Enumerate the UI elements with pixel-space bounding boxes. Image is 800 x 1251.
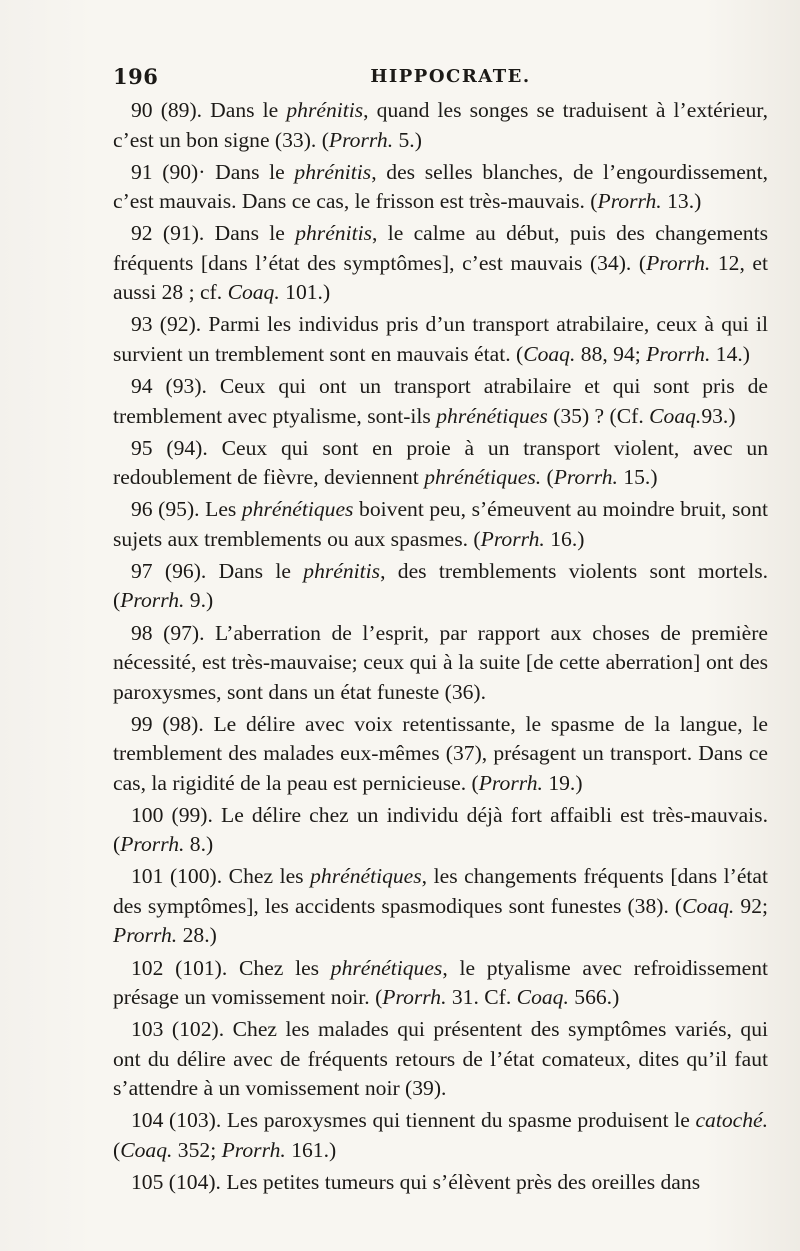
text-segment: 88, 94; xyxy=(575,341,647,366)
text-segment: ( xyxy=(541,465,554,490)
italic-term: Coaq. xyxy=(120,1137,173,1162)
text-segment: 95 (94). Ceux qui sont en proie à un transport violent, avec un redoublement de fièvre, deviennent xyxy=(113,435,768,490)
aphorism-paragraph xyxy=(113,1106,768,1165)
aphorism-paragraph xyxy=(113,372,768,431)
aphorism-paragraph xyxy=(113,434,768,493)
aphorism-paragraph xyxy=(113,557,768,616)
text-segment: 15.) xyxy=(617,465,658,490)
italic-term: Prorrh. xyxy=(328,127,394,152)
aphorism-paragraph xyxy=(113,310,768,369)
text-segment: , quand les songes se traduisent à l’extérieur, c’est un bon signe (33). ( xyxy=(113,98,768,152)
text-segment: 14.) xyxy=(710,341,750,366)
text-segment: 8.) xyxy=(184,832,214,857)
text-body xyxy=(113,96,768,1200)
text-segment: boivent peu, s’émeuvent au moindre bruit, sont sujets aux tremblements ou aux spasmes. ( xyxy=(113,497,768,551)
text-segment: 92 (91). Dans le xyxy=(131,221,296,246)
italic-term: Prorrh. xyxy=(120,832,185,857)
aphorism-paragraph xyxy=(113,619,768,708)
italic-term: Prorrh. xyxy=(120,588,185,613)
aphorism-paragraph xyxy=(113,954,768,1013)
italic-term: Coaq. xyxy=(516,985,569,1010)
aphorism-paragraph xyxy=(113,219,768,308)
text-segment: , les changements fréquents [dans l’état des symptômes], les accidents spasmodiques sont funestes (38). ( xyxy=(113,864,769,918)
text-segment: 352; xyxy=(172,1137,222,1162)
text-segment: 102 (101). Chez les xyxy=(131,955,331,980)
text-segment: (35) ? (Cf. xyxy=(547,403,650,428)
aphorism-paragraph xyxy=(113,1168,768,1198)
italic-term: phrénitis xyxy=(295,221,372,246)
text-segment: 19.) xyxy=(542,770,583,795)
italic-term: Prorrh. xyxy=(646,341,711,366)
text-segment: 103 (102). Chez les malades qui présentent des symptômes variés, qui ont du délire avec de fréquents retours de l’état comateux, dites qu’il faut s’attendre à un vomissement noir (39). xyxy=(113,1017,768,1101)
italic-term: phrénitis xyxy=(294,159,372,184)
italic-term: phrénétiques xyxy=(436,403,548,428)
page-header xyxy=(113,64,768,90)
text-segment: 105 (104). Les petites tumeurs qui s’élèvent près des oreilles dans xyxy=(131,1169,701,1194)
aphorism-paragraph xyxy=(113,801,768,860)
text-segment: , le ptyalisme avec refroidissement présage un vomissement noir. ( xyxy=(113,955,768,1010)
italic-term: phrénitis xyxy=(303,558,381,583)
italic-term: Coaq. xyxy=(682,893,735,918)
running-title: HIPPOCRATE. xyxy=(370,66,531,87)
text-segment: 93.) xyxy=(701,403,736,428)
text-segment: 16.) xyxy=(544,526,585,551)
italic-term: phrénétiques xyxy=(310,864,422,889)
aphorism-paragraph xyxy=(113,96,768,155)
text-segment: 101 (100). Chez les xyxy=(131,864,311,889)
text-segment: 566.) xyxy=(568,985,620,1010)
text-segment: 91 (90)· Dans le xyxy=(131,159,295,184)
italic-term: phrénétiques xyxy=(241,497,354,522)
text-segment: 94 (93). Ceux qui ont un transport atrabilaire et qui sont pris de tremblement avec ptyalisme, sont-ils xyxy=(113,374,768,428)
italic-term: Prorrh. xyxy=(646,250,711,275)
italic-term: catoché. xyxy=(695,1108,768,1133)
italic-term: Prorrh. xyxy=(478,770,543,795)
page-number: 196 xyxy=(113,64,159,89)
italic-term: phrénitis xyxy=(286,98,364,122)
aphorism-paragraph xyxy=(113,710,768,799)
text-segment: 99 (98). Le délire avec voix retentissante, le spasme de la langue, le tremblement des malades eux-mêmes (37), présagent un transport. Dans ce cas, la rigidité de la peau est pernicieuse. ( xyxy=(113,711,768,795)
italic-term: Prorrh. xyxy=(480,526,545,551)
aphorism-paragraph xyxy=(113,158,768,217)
text-segment: 9.) xyxy=(184,588,214,613)
text-segment: 31. Cf. xyxy=(446,985,517,1010)
aphorism-paragraph xyxy=(113,862,768,951)
text-segment: 96 (95). Les xyxy=(131,497,242,522)
text-segment: , le calme au début, puis des changements fréquents [dans l’état des symptômes], c’est mauvais (34). ( xyxy=(113,221,768,275)
text-segment: 161.) xyxy=(285,1137,337,1162)
text-segment: 98 (97). L’aberration de l’esprit, par rapport aux choses de première nécessité, est très-mauvaise; ceux qui à la suite [de cette aberration] ont des paroxysmes, sont dans un état funeste (36). xyxy=(113,620,768,704)
text-segment: 93 (92). Parmi les individus pris d’un transport atrabilaire, ceux à qui il survient un tremblement sont en mauvais état. ( xyxy=(113,312,768,366)
italic-term: Coaq. xyxy=(523,341,576,366)
text-segment: 13.) xyxy=(661,189,702,214)
text-segment: , des selles blanches, de l’engourdissement, c’est mauvais. Dans ce cas, le frisson est très-mauvais. ( xyxy=(113,159,768,214)
italic-term: phrénétiques. xyxy=(424,465,542,490)
italic-term: Coaq. xyxy=(227,280,280,305)
text-segment: 104 (103). Les paroxysmes qui tiennent du spasme produisent le xyxy=(131,1108,696,1133)
italic-term: Coaq. xyxy=(649,403,702,428)
aphorism-paragraph xyxy=(113,1015,768,1104)
text-segment: 5.) xyxy=(393,127,422,152)
text-segment: 100 (99). Le délire chez un individu déjà fort affaibli est très-mauvais. ( xyxy=(113,802,768,857)
text-segment: 97 (96). Dans le xyxy=(131,558,304,583)
italic-term: Prorrh. xyxy=(597,189,662,214)
italic-term: Prorrh. xyxy=(382,985,447,1010)
text-segment: 101.) xyxy=(279,280,331,305)
italic-term: Prorrh. xyxy=(113,923,178,948)
text-segment: 90 (89). Dans le xyxy=(131,98,287,122)
italic-term: phrénétiques xyxy=(330,955,443,980)
italic-term: Prorrh. xyxy=(221,1137,286,1162)
italic-term: Prorrh. xyxy=(553,465,618,490)
text-segment: , des tremblements violents sont mortels. ( xyxy=(113,558,768,613)
aphorism-paragraph xyxy=(113,495,768,554)
text-segment: ( xyxy=(113,1137,121,1162)
text-segment: 28.) xyxy=(177,923,217,948)
text-segment: 92; xyxy=(734,893,768,918)
text-segment: 12, et aussi 28 ; cf. xyxy=(113,250,768,305)
